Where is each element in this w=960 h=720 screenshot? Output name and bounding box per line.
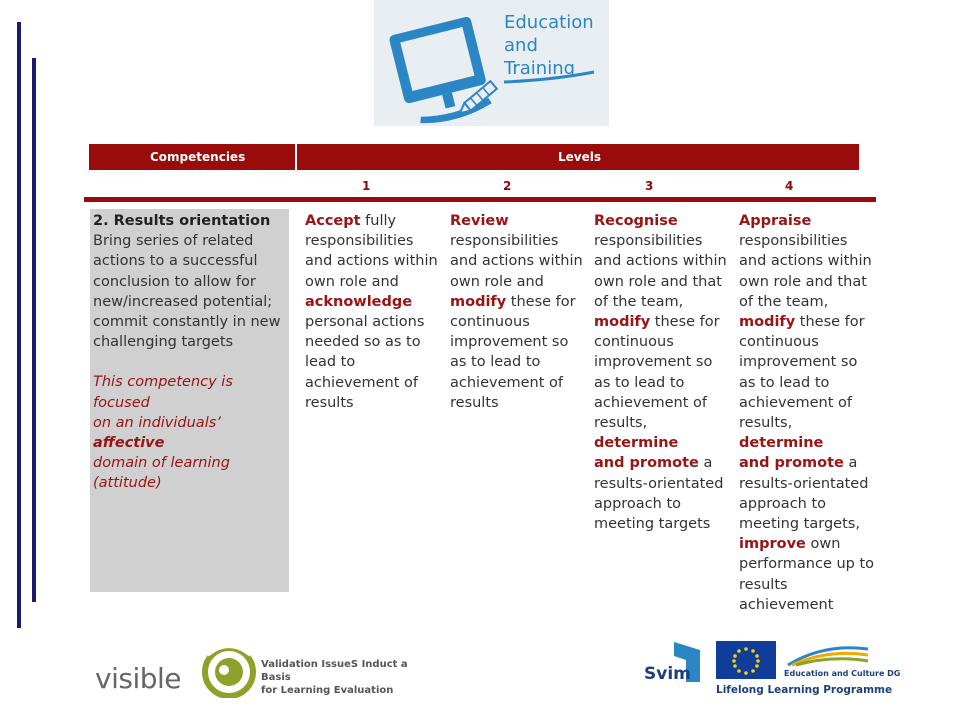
text-part: fully: [360, 213, 397, 229]
header-divider: [295, 144, 297, 170]
text-line: and actions within: [305, 253, 438, 270]
llp-label: Lifelong Learning Programme: [716, 684, 893, 696]
text-line: results: [450, 394, 499, 411]
action-verb: acknowledge: [305, 293, 413, 310]
visible-tagline: [261, 658, 425, 697]
level-number-1: 1: [362, 179, 371, 193]
focus-note-line: [93, 413, 289, 453]
action-verb: determine: [594, 435, 679, 452]
level-2-description: [450, 211, 590, 413]
text-line: meeting targets: [594, 516, 711, 533]
text-line: personal actions: [305, 314, 425, 331]
svim-logo: [644, 640, 706, 700]
text-line: results: [739, 576, 788, 593]
text-line: [739, 312, 879, 332]
header-levels: Levels: [558, 150, 602, 164]
text-part: results,: [594, 415, 648, 432]
text-line: responsibilities: [305, 233, 414, 250]
action-verb: modify: [739, 314, 796, 331]
text-line: achievement of: [594, 394, 708, 411]
focus-note-line: This competency is focused: [93, 374, 233, 411]
text-line: results-orientated: [739, 475, 869, 492]
level-number-4: 4: [785, 179, 794, 193]
text-line: as to lead to: [450, 354, 541, 371]
visible-logo: [95, 636, 425, 700]
text-part: these for: [506, 293, 576, 310]
text-line: of the team,: [594, 293, 684, 310]
text-line: [739, 453, 879, 473]
eac-label: Education and Culture DG: [784, 669, 901, 678]
competency-desc-line: Bring series of related: [93, 233, 254, 250]
text-line: approach to: [739, 495, 827, 512]
text-line: continuous: [594, 334, 674, 351]
text-line: needed so as to: [305, 334, 421, 351]
action-verb: and promote: [739, 455, 844, 472]
text-line: own role and that: [739, 273, 867, 290]
text-line: approach to: [594, 495, 682, 512]
competency-desc-line: commit constantly in new: [93, 314, 281, 331]
action-verb: Accept: [305, 213, 361, 229]
action-verb: Review: [450, 213, 509, 229]
text-line: achievement of: [305, 374, 419, 391]
action-verb: Recognise: [594, 213, 678, 229]
level-1-description: [305, 211, 445, 413]
text-line: responsibilities: [450, 233, 559, 250]
computer-pencil-icon: [382, 6, 510, 124]
text-line: responsibilities: [739, 233, 848, 250]
text-part: own: [805, 536, 841, 553]
text-line: as to lead to: [739, 374, 830, 391]
action-verb: Appraise: [739, 213, 812, 229]
text-line: lead to: [305, 354, 356, 371]
action-verb: improve: [739, 536, 806, 553]
text-part: results,: [739, 415, 793, 432]
text-line: improvement so: [739, 354, 858, 371]
text-line: [739, 413, 879, 453]
text-line: own role and that: [594, 273, 722, 290]
visible-tagline-line: Validation IssueS Induct a Basis: [261, 659, 408, 683]
level-number-3: 3: [645, 179, 654, 193]
text-line: results-orientated: [594, 475, 724, 492]
competency-desc-line: actions to a successful: [93, 253, 258, 270]
action-verb: and promote: [594, 455, 699, 472]
text-line: [450, 292, 590, 312]
text-part: these for: [650, 314, 720, 331]
text-line: and actions within: [450, 253, 583, 270]
action-verb: modify: [450, 293, 507, 310]
text-line: continuous: [450, 314, 530, 331]
text-line: improvement so: [450, 334, 569, 351]
header-competencies: Competencies: [150, 150, 246, 164]
focus-note-line: domain of learning (attitude): [93, 455, 230, 492]
eu-flag: [716, 641, 776, 679]
text-line: [739, 534, 879, 554]
action-verb: modify: [594, 314, 651, 331]
eac-swoosh-icon: [784, 641, 870, 667]
text-line: improvement so: [594, 354, 713, 371]
text-line: meeting targets,: [739, 516, 860, 533]
competency-desc-line: challenging targets: [93, 334, 234, 351]
competency-desc-line: conclusion to allow for: [93, 273, 256, 290]
left-accent-bar-inner: [32, 58, 36, 602]
competency-title: 2. Results orientation: [93, 213, 271, 229]
level-number-2: 2: [503, 179, 512, 193]
level-4-description: [739, 211, 879, 615]
text-line: [594, 413, 734, 453]
text-line: as to lead to: [594, 374, 685, 391]
text-line: of the team,: [739, 293, 829, 310]
text-line: own role and: [305, 273, 399, 290]
logo-line-1: Education: [504, 12, 594, 33]
logo-line-2: and: [504, 35, 538, 56]
action-verb: determine: [739, 435, 824, 452]
visible-wordmark: visible: [95, 662, 181, 695]
competency-desc-line: new/increased potential;: [93, 293, 273, 310]
text-line: [305, 211, 445, 231]
eu-stars-icon: [716, 641, 776, 679]
text-line: results: [305, 394, 354, 411]
text-part: a: [843, 455, 858, 472]
focus-note-part: on an individuals’: [93, 414, 221, 431]
logo-swoosh: [502, 70, 597, 84]
education-training-logo: [374, 0, 609, 126]
competency-text: [93, 211, 289, 494]
left-accent-bar-outer: [17, 22, 21, 628]
visible-swirl-icon: [199, 640, 257, 698]
text-line: [594, 453, 734, 473]
logo-line-3: Training: [504, 58, 576, 79]
text-line: continuous: [739, 334, 819, 351]
text-line: achievement of: [450, 374, 564, 391]
text-part: these for: [795, 314, 865, 331]
text-line: achievement: [739, 596, 834, 613]
focus-note-emphasis: affective: [93, 435, 165, 452]
text-line: responsibilities: [594, 233, 703, 250]
text-line: performance up to: [739, 556, 875, 573]
text-line: [594, 312, 734, 332]
visible-tagline-line: for Learning Evaluation: [261, 685, 394, 696]
text-line: and actions within: [594, 253, 727, 270]
text-part: a: [698, 455, 713, 472]
svim-wordmark: Svim: [644, 664, 691, 684]
text-line: and actions within: [739, 253, 872, 270]
level-3-description: [594, 211, 734, 534]
levels-divider-line: [84, 197, 876, 202]
text-line: own role and: [450, 273, 544, 290]
text-line: achievement of: [739, 394, 853, 411]
